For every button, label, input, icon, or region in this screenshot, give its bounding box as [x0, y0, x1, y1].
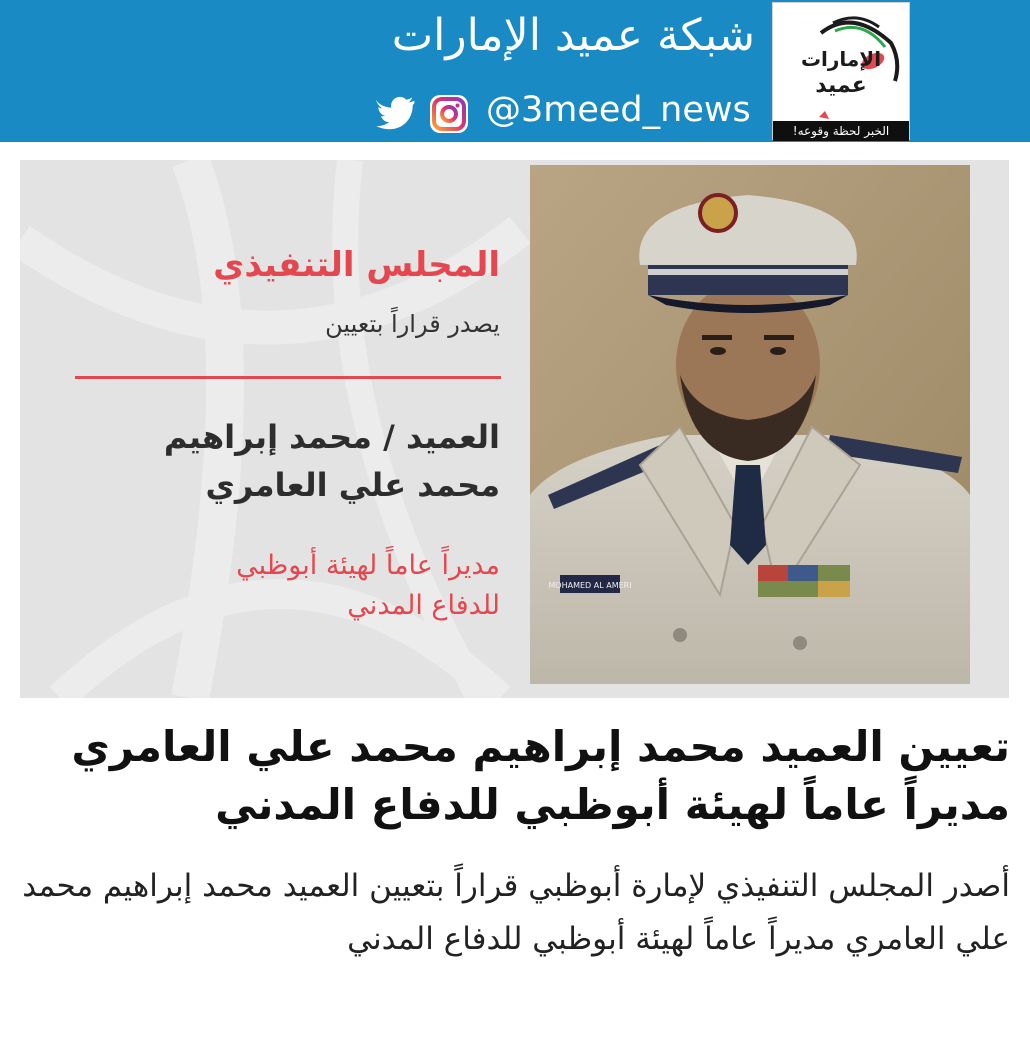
brand-logo[interactable]	[772, 2, 910, 140]
uniform-name-tag: MOHAMED AL AMERI	[548, 581, 632, 590]
site-title: شبكة عميد الإمارات	[391, 10, 755, 61]
social-handle[interactable]: @3meed_news	[486, 90, 751, 130]
officer-portrait	[530, 165, 970, 684]
council-title: المجلس التنفيذي	[213, 245, 500, 285]
appointee-role-line2: للدفاع المدني	[347, 590, 500, 621]
instagram-icon[interactable]	[430, 95, 468, 133]
divider	[75, 376, 501, 379]
logo-text-line1: الإمارات	[800, 47, 882, 71]
logo-tagline: الخبر لحظة وقوعه!	[773, 121, 909, 141]
logo-text-line2: عميد	[815, 73, 867, 98]
header-bar	[0, 0, 1030, 142]
council-subtitle: يصدر قراراً بتعيين	[325, 310, 500, 338]
article-headline[interactable]: تعيين العميد محمد إبراهيم محمد علي العامري مديراً عاماً لهيئة أبوظبي للدفاع المدني	[71, 722, 1010, 829]
officer-portrait-image	[530, 165, 970, 684]
appointee-role-line1: مديراً عاماً لهيئة أبوظبي	[236, 550, 500, 581]
appointee-name-line1: العميد / محمد إبراهيم	[163, 418, 500, 456]
appointee-name-line2: محمد علي العامري	[205, 466, 500, 504]
twitter-icon[interactable]	[376, 96, 416, 132]
article-summary: أصدر المجلس التنفيذي لإمارة أبوظبي قراراً بتعيين العميد محمد إبراهيم محمد علي العامري مديراً عاماً لهيئة أبوظبي للدفاع المدني	[22, 868, 1010, 957]
